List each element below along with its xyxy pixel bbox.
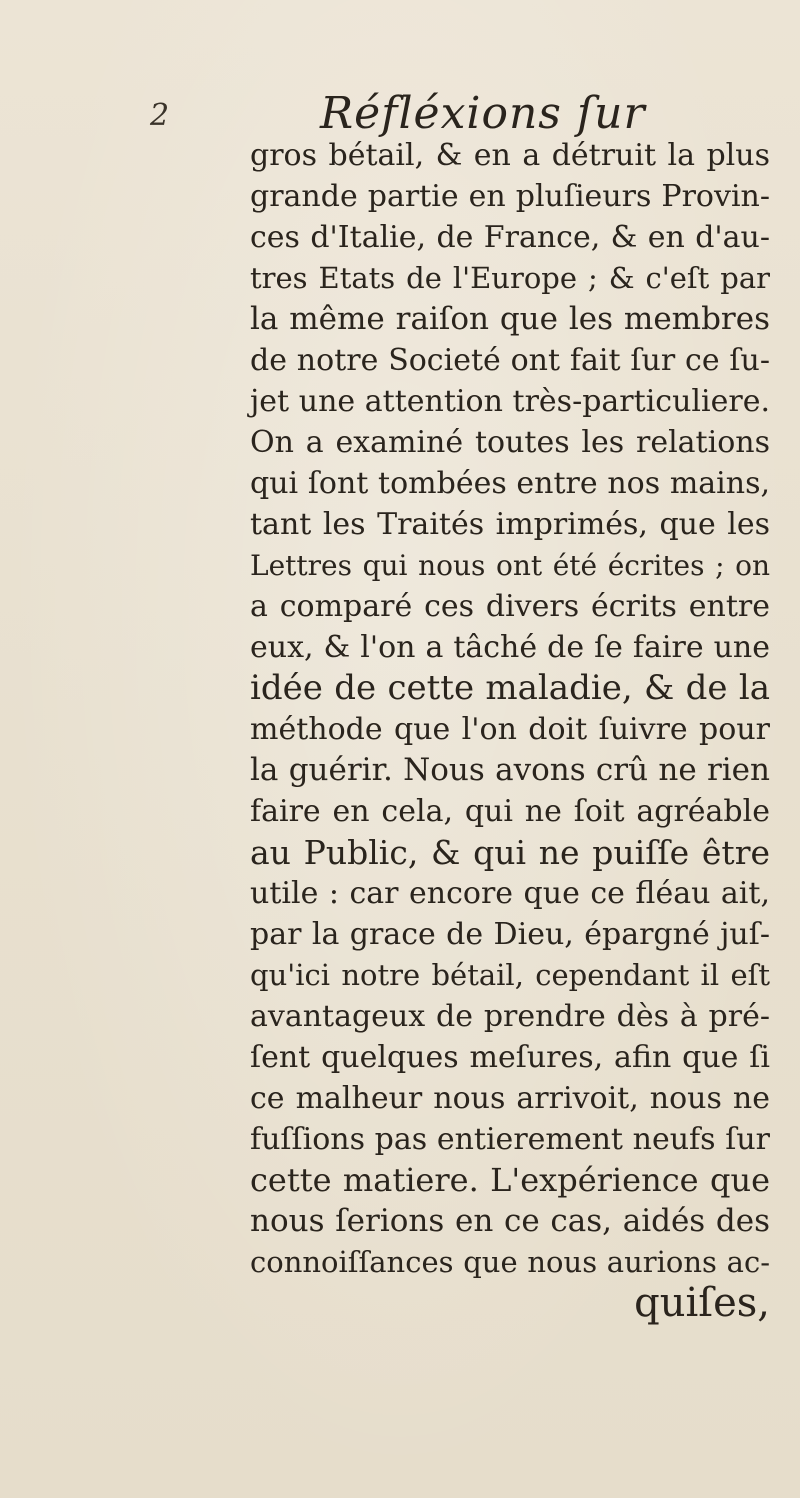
text-line: la guérir. Nous avons crû ne rien: [250, 752, 770, 788]
body-text: [250, 135, 770, 1324]
text-line: fuſſions pas entierement neufs ſur: [250, 1122, 770, 1157]
text-line: utile : car encore que ce fléau ait,: [250, 876, 770, 911]
text-line: avantageux de prendre dès à pré-: [250, 999, 770, 1034]
text-line: de notre Societé ont fait ſur ce ſu-: [250, 343, 770, 378]
text-line: Lettres qui nous ont été écrites ; on: [250, 549, 770, 582]
text-line: idée de cette maladie, & de la: [250, 668, 770, 708]
text-line: tres Etats de l'Europe ; & c'eſt par: [250, 261, 770, 295]
text-line: ſent quelques meſures, afin que ſi: [250, 1040, 770, 1075]
text-line: gros bétail, & en a détruit la plus: [250, 138, 770, 173]
text-line: qu'ici notre bétail, cependant il eſt: [250, 958, 770, 992]
text-line: ce malheur nous arrivoit, nous ne: [250, 1081, 770, 1116]
text-line: faire en cela, qui ne ſoit agréable: [250, 794, 770, 829]
text-line: qui ſont tombées entre nos mains,: [250, 466, 770, 501]
text-line: la même raiſon que les membres: [250, 301, 770, 337]
text-line: a comparé ces divers écrits entre: [250, 589, 770, 624]
text-line: tant les Traités imprimés, que les: [250, 507, 770, 542]
text-line: eux, & l'on a tâché de ſe faire une: [250, 630, 770, 665]
text-line: cette matiere. L'expérience que: [250, 1161, 770, 1199]
text-line: par la grace de Dieu, épargné juſ-: [250, 917, 770, 952]
text-line: On a examiné toutes les relations: [250, 425, 770, 460]
text-line: nous ſerions en ce cas, aidés des: [250, 1203, 770, 1239]
text-line: méthode que l'on doit ſuivre pour: [250, 712, 770, 747]
text-line: connoiſſances que nous aurions ac-: [250, 1245, 770, 1279]
running-title: Réfléxions ſur: [320, 88, 646, 139]
text-line: ces d'Italie, de France, & en d'au-: [250, 220, 770, 255]
text-line: quiſes,: [634, 1280, 770, 1326]
text-line: grande partie en pluſieurs Provin-: [250, 179, 770, 214]
text-line: au Public, & qui ne puiſſe être: [250, 833, 770, 872]
page-number: 2: [150, 98, 170, 133]
text-line: jet une attention très-particuliere.: [250, 384, 770, 419]
running-header: [150, 88, 760, 140]
